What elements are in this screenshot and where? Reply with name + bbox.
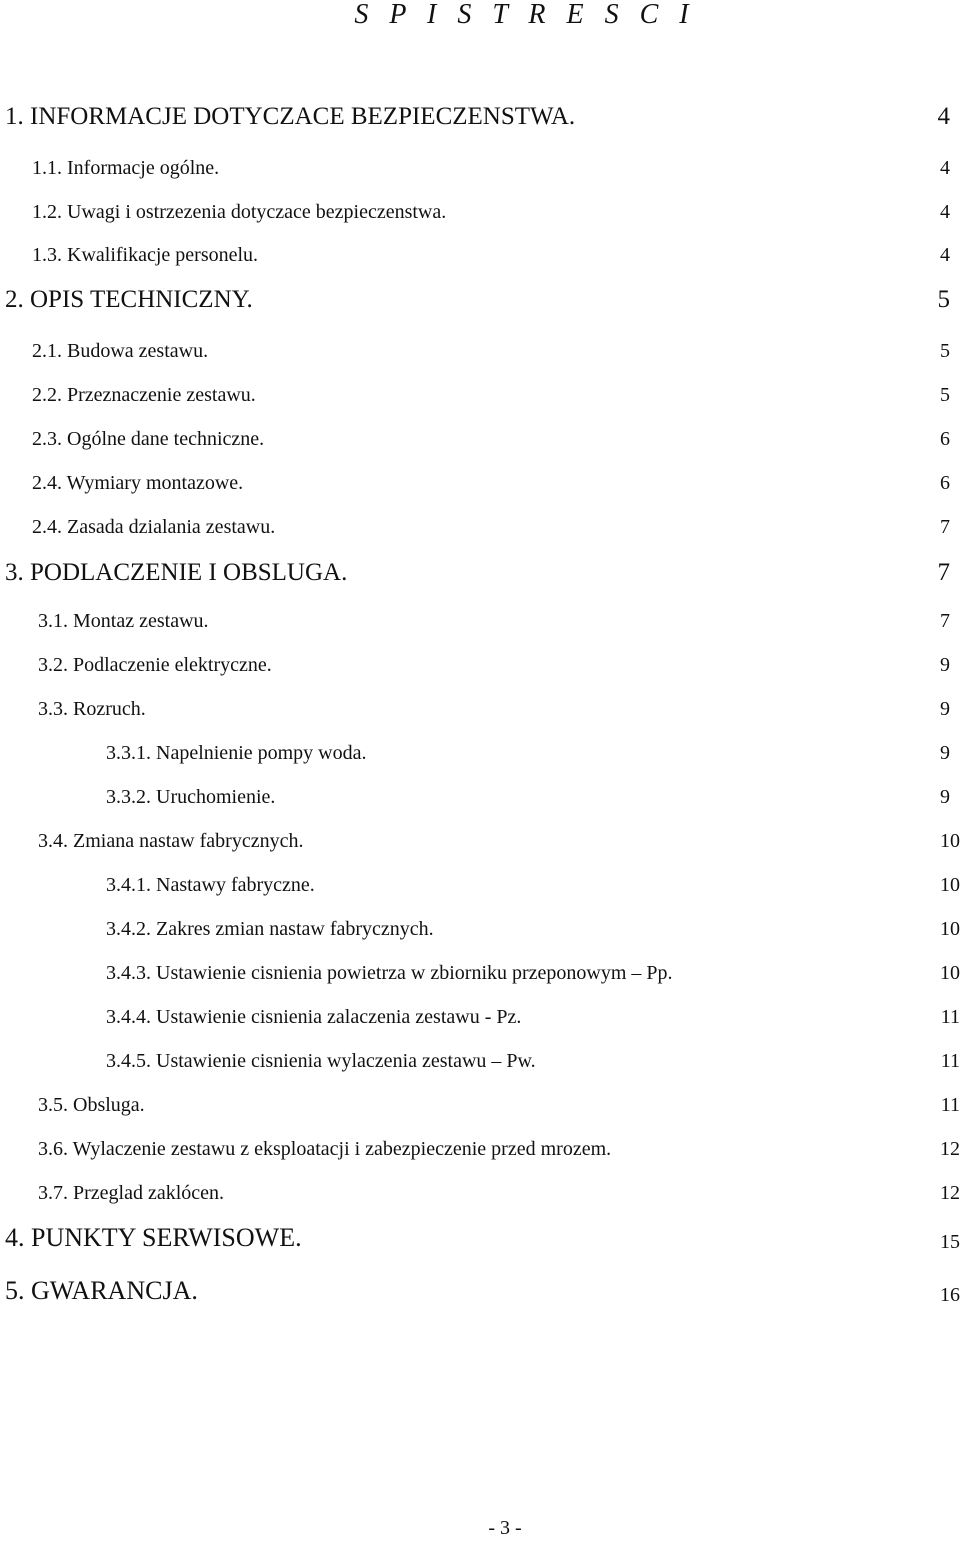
toc-entry-text: 1.3. Kwalifikacje personelu. [32, 244, 259, 266]
toc-entry-5[interactable] [0, 1275, 960, 1315]
toc-entry-text: 3.4. Zmiana nastaw fabrycznych. [38, 830, 304, 852]
toc-entry-text: 2. OPIS TECHNICZNY. [5, 286, 253, 313]
toc-entry-1-3[interactable] [0, 242, 960, 282]
toc-entry-text: 1.1. Informacje ogólne. [32, 157, 220, 179]
toc-entry-page: 10 [940, 874, 960, 896]
toc-entry-3-1[interactable] [0, 608, 960, 648]
toc-entry-2-1[interactable] [0, 338, 960, 378]
toc-entry-page: 10 [940, 830, 960, 852]
toc-entry-text: 2.4. Wymiary montazowe. [32, 472, 244, 494]
toc-entry-3-2[interactable] [0, 652, 960, 692]
toc-entry-text: 3. PODLACZENIE I OBSLUGA. [5, 559, 348, 586]
toc-entry-text: 5. GWARANCJA. [5, 1276, 198, 1305]
toc-entry-text: 3.4.1. Nastawy fabryczne. [106, 874, 315, 896]
toc-entry-text: 3.6. Wylaczenie zestawu z eksploatacji i zabezpieczenie przed mrozem. [38, 1138, 612, 1160]
toc-entry-page: 7 [937, 559, 950, 586]
toc-entry-4[interactable] [0, 1222, 960, 1262]
toc-entry-page: 6 [940, 472, 950, 494]
toc-entry-text: 3.2. Podlaczenie elektryczne. [38, 654, 272, 676]
toc-entry-page: 9 [940, 742, 950, 764]
toc-entry-page: 11 [940, 1050, 960, 1072]
toc-entry-page: 9 [940, 654, 950, 676]
toc-entry-3-4-1[interactable] [0, 872, 960, 912]
toc-entry-text: 2.3. Ogólne dane techniczne. [32, 428, 265, 450]
toc-entry-page: 16 [940, 1284, 960, 1306]
toc-entry-page: 4 [940, 157, 950, 179]
toc-entry-page: 4 [937, 103, 950, 130]
toc-entry-text: 3.4.4. Ustawienie cisnienia zalaczenia zestawu - Pz. [106, 1006, 522, 1028]
toc-entry-2-3[interactable] [0, 426, 960, 466]
toc-entry-page: 4 [940, 244, 950, 266]
toc-entry-page: 10 [940, 962, 960, 984]
toc-entry-page: 7 [940, 516, 950, 538]
toc-entry-2-4[interactable] [0, 470, 960, 510]
page-number: - 3 - [488, 1517, 522, 1539]
toc-entry-2-4-b[interactable] [0, 514, 960, 554]
toc-entry-page: 9 [940, 698, 950, 720]
toc-entry-text: 3.3.2. Uruchomienie. [106, 786, 276, 808]
toc-entry-text: 3.4.5. Ustawienie cisnienia wylaczenia zestawu – Pw. [106, 1050, 536, 1072]
toc-entry-3[interactable] [0, 558, 960, 598]
toc-entry-page: 5 [940, 340, 950, 362]
toc-entry-3-3-2[interactable] [0, 784, 960, 824]
toc-entry-text: 3.4.3. Ustawienie cisnienia powietrza w zbiorniku przeponowym – Pp. [106, 962, 673, 984]
toc-entry-3-3-1[interactable] [0, 740, 960, 780]
toc-entry-text: 3.3. Rozruch. [38, 698, 146, 720]
toc-entry-text: 4. PUNKTY SERWISOWE. [5, 1223, 302, 1252]
toc-entry-page: 4 [940, 201, 950, 223]
toc-entry-page: 15 [940, 1231, 960, 1253]
toc-entry-3-7[interactable] [0, 1180, 960, 1220]
toc-entry-page: 6 [940, 428, 950, 450]
toc-entry-page: 11 [940, 1006, 960, 1028]
toc-entry-text: 2.1. Budowa zestawu. [32, 340, 209, 362]
toc-entry-page: 9 [940, 786, 950, 808]
toc-entry-text: 2.4. Zasada dzialania zestawu. [32, 516, 276, 538]
toc-entry-page: 12 [940, 1138, 960, 1160]
toc-entry-3-5[interactable] [0, 1092, 960, 1132]
toc-entry-3-4[interactable] [0, 828, 960, 868]
toc-entry-text: 3.7. Przeglad zaklócen. [38, 1182, 225, 1204]
toc-entry-3-4-4[interactable] [0, 1004, 960, 1044]
toc-entry-text: 1. INFORMACJE DOTYCZACE BEZPIECZENSTWA. [5, 103, 576, 130]
toc-entry-1-2[interactable] [0, 199, 960, 239]
toc-entry-1[interactable] [0, 102, 960, 142]
toc-entry-page: 10 [940, 918, 960, 940]
toc-entry-2-2[interactable] [0, 382, 960, 422]
toc-entry-page: 5 [940, 384, 950, 406]
toc-title: S P I S T R E S C I [354, 0, 696, 30]
toc-entry-page: 11 [940, 1094, 960, 1116]
toc-entry-page: 5 [937, 286, 950, 313]
toc-entry-3-4-2[interactable] [0, 916, 960, 956]
toc-entry-text: 1.2. Uwagi i ostrzezenia dotyczace bezpieczenstwa. [32, 201, 447, 223]
toc-entry-3-4-5[interactable] [0, 1048, 960, 1088]
toc-entry-2[interactable] [0, 285, 960, 325]
toc-entry-3-4-3[interactable] [0, 960, 960, 1000]
toc-entry-text: 2.2. Przeznaczenie zestawu. [32, 384, 256, 406]
toc-entry-page: 12 [940, 1182, 960, 1204]
toc-entry-text: 3.1. Montaz zestawu. [38, 610, 209, 632]
toc-entry-page: 7 [940, 610, 950, 632]
toc-entry-3-3[interactable] [0, 696, 960, 736]
toc-entry-3-6[interactable] [0, 1136, 960, 1176]
toc-entry-text: 3.5. Obsluga. [38, 1094, 145, 1116]
toc-entry-1-1[interactable] [0, 155, 960, 195]
toc-entry-text: 3.4.2. Zakres zmian nastaw fabrycznych. [106, 918, 434, 940]
toc-entry-text: 3.3.1. Napelnienie pompy woda. [106, 742, 367, 764]
